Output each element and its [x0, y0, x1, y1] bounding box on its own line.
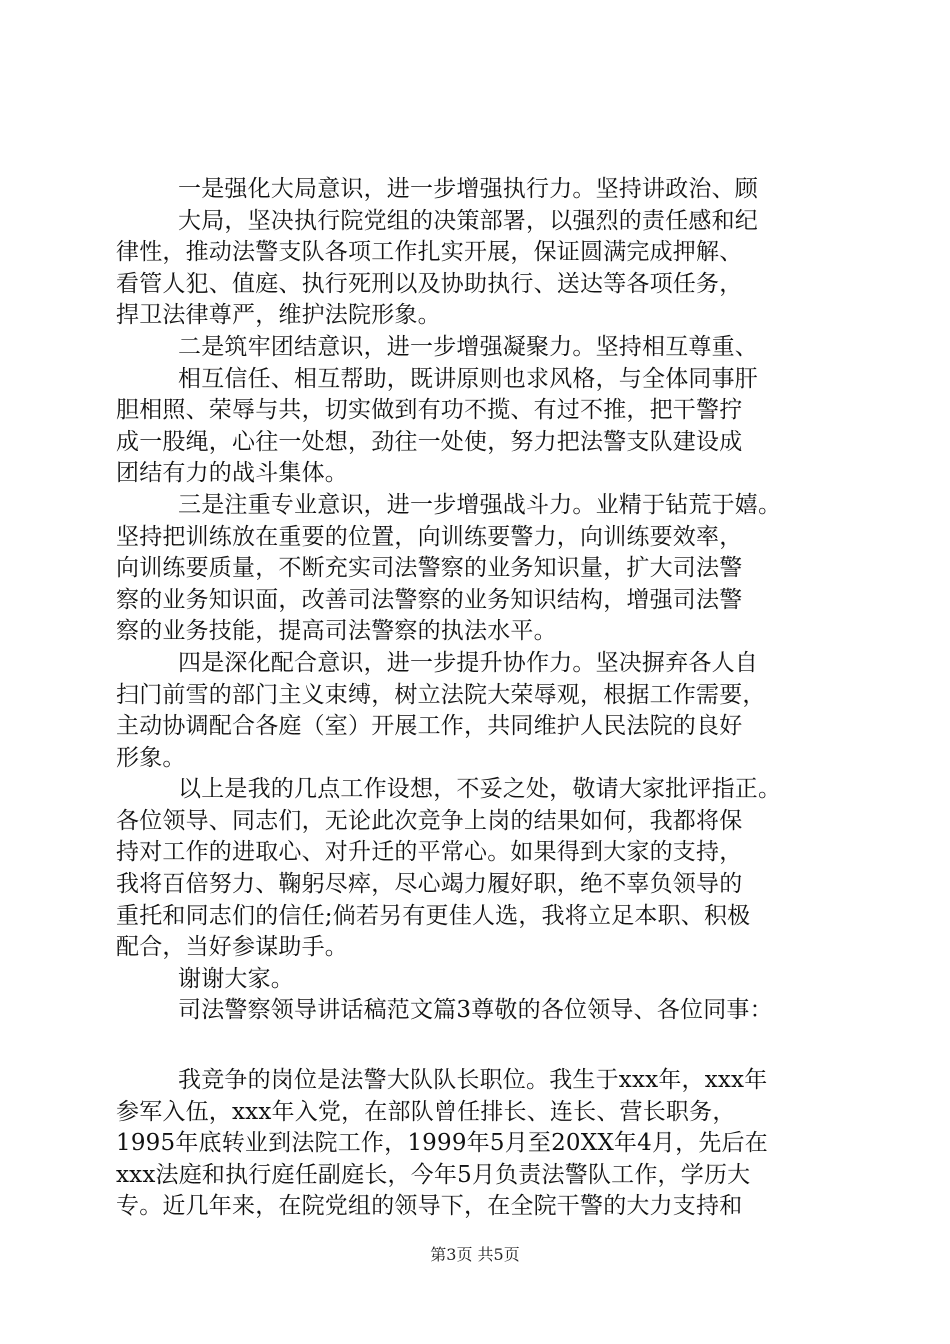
paragraph-line: 专。近几年来，在院党组的领导下，在全院干警的大力支持和: [116, 1193, 743, 1220]
paragraph-line: 看管人犯、值庭、执行死刑以及协助执行、送达等各项任务，: [116, 270, 743, 297]
paragraph-line: 团结有力的战斗集体。: [116, 460, 348, 487]
paragraph-line: 以上是我的几点工作设想，不妥之处，敬请大家批评指正。: [178, 776, 782, 803]
paragraph-line: 律性，推动法警支队各项工作扎实开展，保证圆满完成押解、: [116, 239, 743, 266]
blank-line: [116, 1027, 846, 1065]
paragraph-line: 参军入伍，xxx年入党，在部队曾任排长、连长、营长职务，: [116, 1098, 736, 1125]
paragraph-line: 主动协调配合各庭（室）开展工作，共同维护人民法院的良好: [116, 713, 743, 740]
paragraph-line: 二是筑牢团结意识，进一步增强凝聚力。坚持相互尊重、: [178, 333, 758, 360]
paragraph-line: 谢谢大家。: [178, 965, 294, 992]
section-heading-line: 司法警察领导讲话稿范文篇3尊敬的各位领导、各位同事：: [178, 997, 773, 1024]
paragraph-line: 配合，当好参谋助手。: [116, 934, 348, 961]
paragraph-line: 三是注重专业意识，进一步增强战斗力。业精于钻荒于嬉。: [178, 491, 782, 518]
paragraph-line: 四是深化配合意识，进一步提升协作力。坚决摒弃各人自: [178, 649, 758, 676]
paragraph-line: 一是强化大局意识，进一步增强执行力。坚持讲政治、顾: [178, 176, 758, 202]
paragraph-line: 向训练要质量，不断充实司法警察的业务知识量，扩大司法警: [116, 555, 743, 582]
paragraph-line: 成一股绳，心往一处想，劲往一处使，努力把法警支队建设成: [116, 428, 743, 455]
paragraph-line: 大局，坚决执行院党组的决策部署，以强烈的责任感和纪: [178, 207, 758, 234]
paragraph-line: 形象。: [116, 744, 186, 771]
paragraph-line: 察的业务知识面，改善司法警察的业务知识结构，增强司法警: [116, 586, 743, 613]
paragraph-line: xxx法庭和执行庭任副庭长，今年5月负责法警队工作，学历大: [116, 1161, 751, 1188]
paragraph-line: 各位领导、同志们，无论此次竞争上岗的结果如何，我都将保: [116, 807, 743, 834]
paragraph-line: 相互信任、相互帮助，既讲原则也求风格，与全体同事肝: [178, 365, 758, 392]
paragraph-line: 1995年底转业到法院工作，1999年5月至20XX年4月，先后在: [116, 1130, 768, 1157]
paragraph-line: 捍卫法律尊严，维护法院形象。: [116, 302, 441, 329]
paragraph-line: 持对工作的进取心、对升迁的平常心。如果得到大家的支持，: [116, 839, 743, 866]
paragraph-line: 我竞争的岗位是法警大队队长职位。我生于xxx年，xxx年: [178, 1067, 768, 1094]
document-body: [116, 174, 846, 1223]
paragraph-line: 胆相照、荣辱与共，切实做到有功不揽、有过不推，把干警拧: [116, 397, 743, 424]
paragraph-line: 察的业务技能，提高司法警察的执法水平。: [116, 618, 557, 645]
paragraph-line: 坚持把训练放在重要的位置，向训练要警力，向训练要效率，: [116, 523, 743, 550]
paragraph-line: 我将百倍努力、鞠躬尽瘁，尽心竭力履好职，绝不辜负领导的: [116, 871, 743, 898]
paragraph-line: 重托和同志们的信任;倘若另有更佳人选，我将立足本职、积极: [116, 902, 751, 929]
paragraph-line: 扫门前雪的部门主义束缚，树立法院大荣辱观，根据工作需要，: [116, 681, 766, 708]
page-number-footer: 第3页 共5页: [430, 1245, 520, 1264]
